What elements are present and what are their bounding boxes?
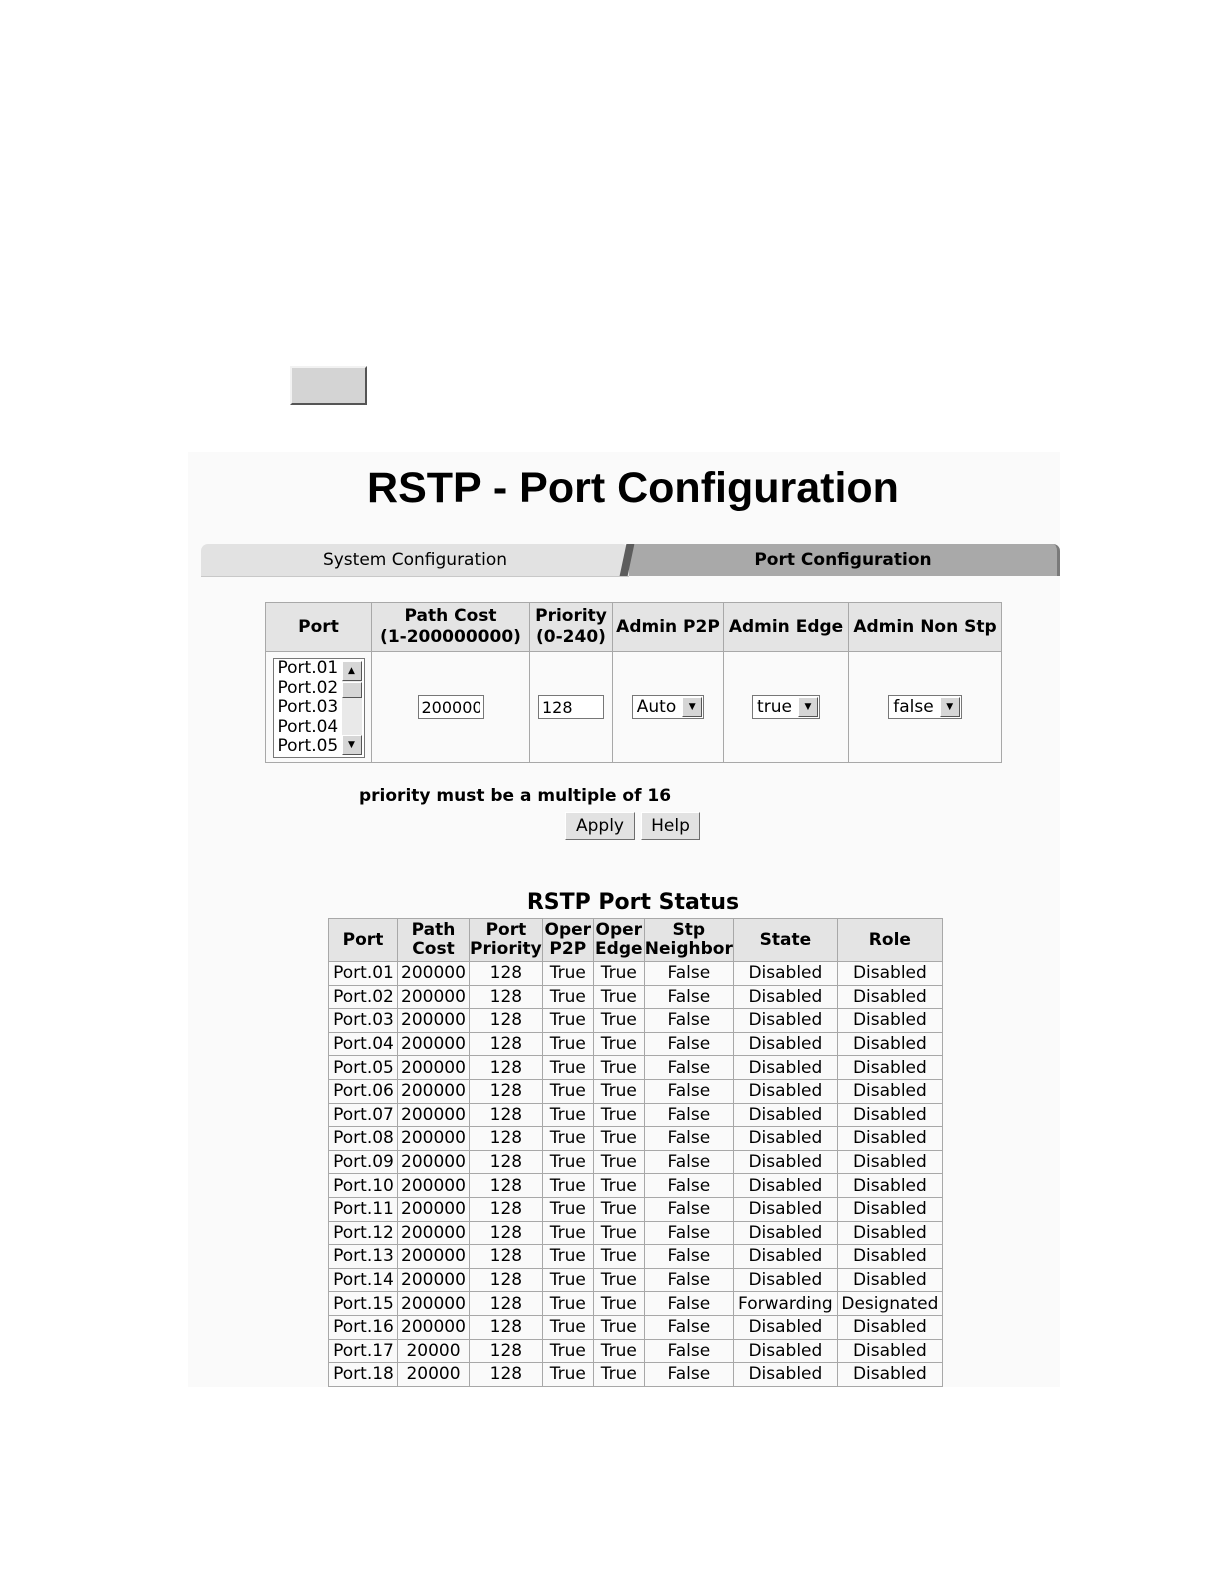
cell-role: Disabled <box>837 1339 942 1363</box>
cell-path-cost: 200000 <box>398 962 470 986</box>
cell-stp-neighbor: False <box>644 985 733 1009</box>
blank-gray-button[interactable] <box>290 366 367 405</box>
cell-stp-neighbor: False <box>644 1339 733 1363</box>
cell-path-cost: 200000 <box>398 1268 470 1292</box>
cell-port-priority: 128 <box>470 1363 543 1387</box>
scrollbar-thumb[interactable] <box>342 682 362 698</box>
cell-oper-edge: True <box>593 1221 644 1245</box>
rstp-port-status-table <box>328 918 943 1387</box>
cell-oper-edge: True <box>593 1127 644 1151</box>
cell-oper-p2p: True <box>542 1079 593 1103</box>
table-row <box>329 1292 943 1316</box>
cell-port: Port.17 <box>329 1339 398 1363</box>
cell-port: Port.08 <box>329 1127 398 1151</box>
cell-stp-neighbor: False <box>644 1150 733 1174</box>
cell-port-priority: 128 <box>470 1197 543 1221</box>
cell-role: Disabled <box>837 962 942 986</box>
cell-role: Disabled <box>837 985 942 1009</box>
cell-oper-p2p: True <box>542 1032 593 1056</box>
page-title: RSTP - Port Configuration <box>367 464 899 512</box>
cell-port: Port.12 <box>329 1221 398 1245</box>
header-admin-non-stp: Admin Non Stp <box>849 603 1002 652</box>
table-row <box>329 1221 943 1245</box>
cell-port: Port.05 <box>329 1056 398 1080</box>
cell-role: Disabled <box>837 1127 942 1151</box>
cell-stp-neighbor: False <box>644 1315 733 1339</box>
cell-path-cost: 200000 <box>398 1056 470 1080</box>
admin-p2p-cell <box>613 652 724 763</box>
cell-port: Port.06 <box>329 1079 398 1103</box>
cell-state: Disabled <box>733 962 837 986</box>
cell-path-cost: 20000 <box>398 1339 470 1363</box>
status-header-row <box>329 919 943 962</box>
cell-port: Port.15 <box>329 1292 398 1316</box>
table-row <box>329 1056 943 1080</box>
priority-input[interactable] <box>538 695 604 719</box>
cell-oper-p2p: True <box>542 1150 593 1174</box>
cell-oper-edge: True <box>593 1032 644 1056</box>
cell-state: Forwarding <box>733 1292 837 1316</box>
admin-p2p-value: Auto <box>636 697 677 717</box>
cell-port-priority: 128 <box>470 1268 543 1292</box>
scroll-down-arrow-icon[interactable]: ▼ <box>342 735 362 755</box>
priority-note: priority must be a multiple of 16 <box>359 786 672 806</box>
cell-path-cost: 200000 <box>398 1197 470 1221</box>
cell-port: Port.16 <box>329 1315 398 1339</box>
cell-state: Disabled <box>733 1032 837 1056</box>
cell-stp-neighbor: False <box>644 1197 733 1221</box>
cell-stp-neighbor: False <box>644 1103 733 1127</box>
apply-button[interactable]: Apply <box>565 812 635 840</box>
cell-path-cost: 200000 <box>398 1079 470 1103</box>
admin-edge-cell <box>724 652 849 763</box>
cell-port-priority: 128 <box>470 1009 543 1033</box>
cell-role: Disabled <box>837 1103 942 1127</box>
cell-stp-neighbor: False <box>644 1174 733 1198</box>
cell-role: Designated <box>837 1292 942 1316</box>
cell-port: Port.02 <box>329 985 398 1009</box>
cell-port: Port.13 <box>329 1245 398 1269</box>
cell-stp-neighbor: False <box>644 1292 733 1316</box>
table-row <box>329 1009 943 1033</box>
admin-edge-value: true <box>757 697 792 717</box>
cell-oper-edge: True <box>593 1315 644 1339</box>
admin-p2p-select[interactable] <box>632 695 704 719</box>
cell-role: Disabled <box>837 1032 942 1056</box>
cell-stp-neighbor: False <box>644 1363 733 1387</box>
cell-state: Disabled <box>733 1009 837 1033</box>
table-row <box>329 1127 943 1151</box>
cell-port-priority: 128 <box>470 1150 543 1174</box>
header-admin-p2p: Admin P2P <box>613 603 724 652</box>
port-list-cell <box>266 652 372 763</box>
cell-stp-neighbor: False <box>644 1079 733 1103</box>
cell-role: Disabled <box>837 1174 942 1198</box>
cell-port-priority: 128 <box>470 1221 543 1245</box>
cell-state: Disabled <box>733 1150 837 1174</box>
cell-state: Disabled <box>733 1197 837 1221</box>
cell-path-cost: 200000 <box>398 1103 470 1127</box>
cell-port: Port.18 <box>329 1363 398 1387</box>
cell-stp-neighbor: False <box>644 962 733 986</box>
cell-state: Disabled <box>733 1079 837 1103</box>
cell-oper-p2p: True <box>542 1315 593 1339</box>
cell-role: Disabled <box>837 1197 942 1221</box>
cell-oper-edge: True <box>593 1079 644 1103</box>
port-option[interactable]: Port.01 <box>277 658 339 678</box>
cell-state: Disabled <box>733 985 837 1009</box>
cell-state: Disabled <box>733 1315 837 1339</box>
cell-path-cost: 200000 <box>398 1032 470 1056</box>
cell-oper-p2p: True <box>542 1103 593 1127</box>
table-row <box>329 1150 943 1174</box>
priority-cell <box>530 652 613 763</box>
table-row <box>329 1197 943 1221</box>
cell-oper-edge: True <box>593 1056 644 1080</box>
rstp-config-screen <box>188 452 1060 1387</box>
cell-oper-p2p: True <box>542 1245 593 1269</box>
cell-state: Disabled <box>733 1339 837 1363</box>
cell-state: Disabled <box>733 1056 837 1080</box>
cell-port-priority: 128 <box>470 1315 543 1339</box>
cell-stp-neighbor: False <box>644 1056 733 1080</box>
cell-port-priority: 128 <box>470 1339 543 1363</box>
cell-path-cost: 20000 <box>398 1363 470 1387</box>
cell-port-priority: 128 <box>470 985 543 1009</box>
port-option[interactable]: Port.03 <box>277 697 339 717</box>
cell-path-cost: 200000 <box>398 985 470 1009</box>
help-button[interactable]: Help <box>641 812 700 840</box>
status-table-title: RSTP Port Status <box>526 890 740 915</box>
cell-role: Disabled <box>837 1079 942 1103</box>
cell-state: Disabled <box>733 1127 837 1151</box>
listbox-scrollbar[interactable] <box>342 661 362 755</box>
cell-oper-edge: True <box>593 1245 644 1269</box>
cell-oper-p2p: True <box>542 1268 593 1292</box>
cell-oper-edge: True <box>593 1363 644 1387</box>
cell-state: Disabled <box>733 1221 837 1245</box>
table-row <box>329 1245 943 1269</box>
path-cost-input[interactable] <box>418 695 484 719</box>
cell-port-priority: 128 <box>470 1032 543 1056</box>
cell-port-priority: 128 <box>470 1103 543 1127</box>
cell-port: Port.03 <box>329 1009 398 1033</box>
cell-port-priority: 128 <box>470 1245 543 1269</box>
status-body <box>329 962 943 1387</box>
tab-port-configuration[interactable]: Port Configuration <box>629 544 1060 576</box>
port-option[interactable]: Port.02 <box>277 677 339 698</box>
cell-oper-edge: True <box>593 1103 644 1127</box>
cell-role: Disabled <box>837 1056 942 1080</box>
cell-port: Port.14 <box>329 1268 398 1292</box>
dropdown-arrow-icon[interactable]: ▼ <box>682 697 702 717</box>
cell-oper-p2p: True <box>542 1056 593 1080</box>
cell-port-priority: 128 <box>470 1174 543 1198</box>
header-port: Port <box>266 603 372 652</box>
admin-non-stp-select[interactable] <box>888 695 961 719</box>
cell-port: Port.01 <box>329 962 398 986</box>
status-header-port: Port <box>329 919 398 962</box>
cell-oper-edge: True <box>593 985 644 1009</box>
tab-bar <box>201 544 1059 577</box>
cell-oper-p2p: True <box>542 1363 593 1387</box>
cell-path-cost: 200000 <box>398 1315 470 1339</box>
admin-edge-select[interactable] <box>752 695 820 719</box>
cell-state: Disabled <box>733 1174 837 1198</box>
port-config-table <box>265 602 1002 763</box>
cell-port-priority: 128 <box>470 1127 543 1151</box>
table-row <box>329 1315 943 1339</box>
cell-path-cost: 200000 <box>398 1009 470 1033</box>
cell-path-cost: 200000 <box>398 1292 470 1316</box>
cell-role: Disabled <box>837 1150 942 1174</box>
cell-oper-p2p: True <box>542 1221 593 1245</box>
cell-role: Disabled <box>837 1221 942 1245</box>
cell-port: Port.04 <box>329 1032 398 1056</box>
cell-oper-p2p: True <box>542 1292 593 1316</box>
header-priority: Priority (0-240) <box>530 603 613 652</box>
cell-port-priority: 128 <box>470 1056 543 1080</box>
dropdown-arrow-icon[interactable]: ▼ <box>798 697 818 717</box>
status-header-role: Role <box>837 919 942 962</box>
cell-stp-neighbor: False <box>644 1268 733 1292</box>
cell-oper-p2p: True <box>542 1009 593 1033</box>
cell-path-cost: 200000 <box>398 1245 470 1269</box>
cell-oper-p2p: True <box>542 1174 593 1198</box>
cell-path-cost: 200000 <box>398 1150 470 1174</box>
cell-oper-p2p: True <box>542 1339 593 1363</box>
cell-role: Disabled <box>837 1009 942 1033</box>
cell-path-cost: 200000 <box>398 1221 470 1245</box>
cell-state: Disabled <box>733 1268 837 1292</box>
cell-oper-edge: True <box>593 1150 644 1174</box>
status-header-oper-p2p: Oper P2P <box>542 919 593 962</box>
cell-oper-edge: True <box>593 962 644 986</box>
table-row <box>329 1103 943 1127</box>
status-header-path-cost: Path Cost <box>398 919 470 962</box>
cell-port: Port.09 <box>329 1150 398 1174</box>
cell-role: Disabled <box>837 1268 942 1292</box>
cell-state: Disabled <box>733 1245 837 1269</box>
cell-state: Disabled <box>733 1103 837 1127</box>
table-row <box>329 1032 943 1056</box>
cell-oper-edge: True <box>593 1197 644 1221</box>
cell-path-cost: 200000 <box>398 1174 470 1198</box>
path-cost-cell <box>372 652 530 763</box>
cell-stp-neighbor: False <box>644 1032 733 1056</box>
cell-oper-edge: True <box>593 1292 644 1316</box>
header-path-cost: Path Cost (1-200000000) <box>372 603 530 652</box>
table-row <box>329 1174 943 1198</box>
table-row <box>329 1268 943 1292</box>
admin-non-stp-cell <box>849 652 1002 763</box>
cell-role: Disabled <box>837 1245 942 1269</box>
cell-role: Disabled <box>837 1315 942 1339</box>
cell-stp-neighbor: False <box>644 1009 733 1033</box>
port-option[interactable]: Port.04 <box>277 716 339 737</box>
cell-stp-neighbor: False <box>644 1127 733 1151</box>
cell-port-priority: 128 <box>470 962 543 986</box>
table-row <box>329 985 943 1009</box>
cell-port-priority: 128 <box>470 1292 543 1316</box>
cell-oper-p2p: True <box>542 1127 593 1151</box>
cell-oper-p2p: True <box>542 985 593 1009</box>
table-row <box>329 1363 943 1387</box>
cell-port: Port.11 <box>329 1197 398 1221</box>
cell-port: Port.10 <box>329 1174 398 1198</box>
table-row <box>329 1339 943 1363</box>
admin-non-stp-value: false <box>893 697 934 717</box>
cell-oper-edge: True <box>593 1339 644 1363</box>
cell-role: Disabled <box>837 1363 942 1387</box>
header-admin-edge: Admin Edge <box>724 603 849 652</box>
tab-system-configuration[interactable]: System Configuration <box>201 544 629 577</box>
cell-oper-p2p: True <box>542 1197 593 1221</box>
status-header-state: State <box>733 919 837 962</box>
cell-path-cost: 200000 <box>398 1127 470 1151</box>
cell-oper-edge: True <box>593 1174 644 1198</box>
dropdown-arrow-icon[interactable]: ▼ <box>940 697 960 717</box>
cell-oper-edge: True <box>593 1268 644 1292</box>
port-option[interactable]: Port.05 <box>277 736 339 756</box>
cell-stp-neighbor: False <box>644 1245 733 1269</box>
cell-port-priority: 128 <box>470 1079 543 1103</box>
cell-state: Disabled <box>733 1363 837 1387</box>
table-row <box>329 1079 943 1103</box>
status-header-stp-neighbor: Stp Neighbor <box>644 919 733 962</box>
table-row <box>329 962 943 986</box>
status-header-port-priority: Port Priority <box>470 919 543 962</box>
cell-port: Port.07 <box>329 1103 398 1127</box>
cell-oper-edge: True <box>593 1009 644 1033</box>
cell-oper-p2p: True <box>542 962 593 986</box>
status-header-oper-edge: Oper Edge <box>593 919 644 962</box>
scroll-up-arrow-icon[interactable]: ▲ <box>342 661 362 681</box>
cell-stp-neighbor: False <box>644 1221 733 1245</box>
port-listbox[interactable] <box>273 658 365 758</box>
